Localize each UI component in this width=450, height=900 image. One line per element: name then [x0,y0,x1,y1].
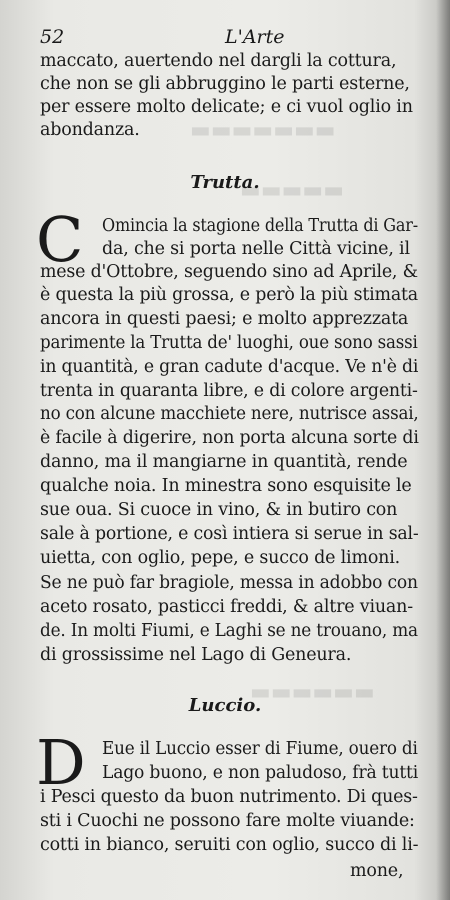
text-line: de. In molti Fiumi, e Laghi se ne trouano, ma [40,621,418,641]
text-line: sale à portione, e così intiera si serue in sal- [40,524,419,544]
text-line: qualche noia. In minestra sono esquisite le [40,476,412,496]
text-line: in quantità, e gran cadute d'acque. Ve n'è di [40,357,419,377]
text-line: è facile à digerire, non porta alcuna sorte di [40,428,419,448]
text-line: è questa la più grossa, e però la più stimata [40,285,418,305]
page-header [40,26,410,50]
drop-cap-d: D [36,726,86,799]
text-line: mone, [350,861,404,881]
text-line: abondanza. [40,120,140,140]
page-number: 52 [40,26,65,48]
text-line: Omincia la stagione della Trutta di Gar- [102,216,418,236]
text-line: Lago buono, e non paludoso, frà tutti [102,763,419,783]
spine-shadow [436,0,450,900]
text-line: danno, ma il mangiarne in quantità, rende [40,452,408,472]
text-line: parimente la Trutta de' luoghi, oue sono sassi [40,333,418,353]
text-line: maccato, auertendo nel dargli la cottura, [40,51,397,71]
bleed-through-shadow: ▬▬▬▬▬ [240,178,344,203]
bleed-through-shadow: ▬▬▬▬▬▬ [250,680,375,705]
text-line: uietta, con oglio, pepe, e succo de limoni. [40,548,401,568]
text-line: sue oua. Si cuoce in vino, & in butiro con [40,500,398,520]
drop-cap-c: C [36,203,84,276]
text-line: di grossissime nel Lago di Geneura. [40,645,352,665]
text-line: trenta in quaranta libre, e di colore argenti- [40,381,418,401]
text-line: sti i Cuochi ne possono fare molte viuande: [40,811,415,831]
text-line: no con alcune macchiete nere, nutrisce assai, [40,404,419,424]
text-line: aceto rosato, pasticci freddi, & altre viuan- [40,597,413,617]
text-line: da, che si porta nelle Città vicine, il [102,239,410,259]
section-heading-luccio: Luccio. [188,695,262,716]
section-heading-trutta: Trutta. [190,172,260,193]
text-line: mese d'Ottobre, seguendo sino ad Aprile, & [40,262,418,282]
text-line: Se ne può far bragiole, messa in adobbo con [40,573,418,593]
text-line: per essere molto delicate; e ci vuol oglio in [40,97,413,117]
text-line: Eue il Luccio esser di Fiume, ouero di [102,739,418,759]
bleed-through-shadow: ▬▬▬▬▬▬▬ [190,118,336,143]
text-line: i Pesci questo da buon nutrimento. Di ques- [40,787,418,807]
text-line: che non se gli abbruggino le parti esterne, [40,74,410,94]
text-line: cotti in bianco, seruiti con oglio, succo di li- [40,835,419,855]
running-title: L'Arte [225,26,285,48]
text-line: ancora in questi paesi; e molto apprezzata [40,309,409,329]
